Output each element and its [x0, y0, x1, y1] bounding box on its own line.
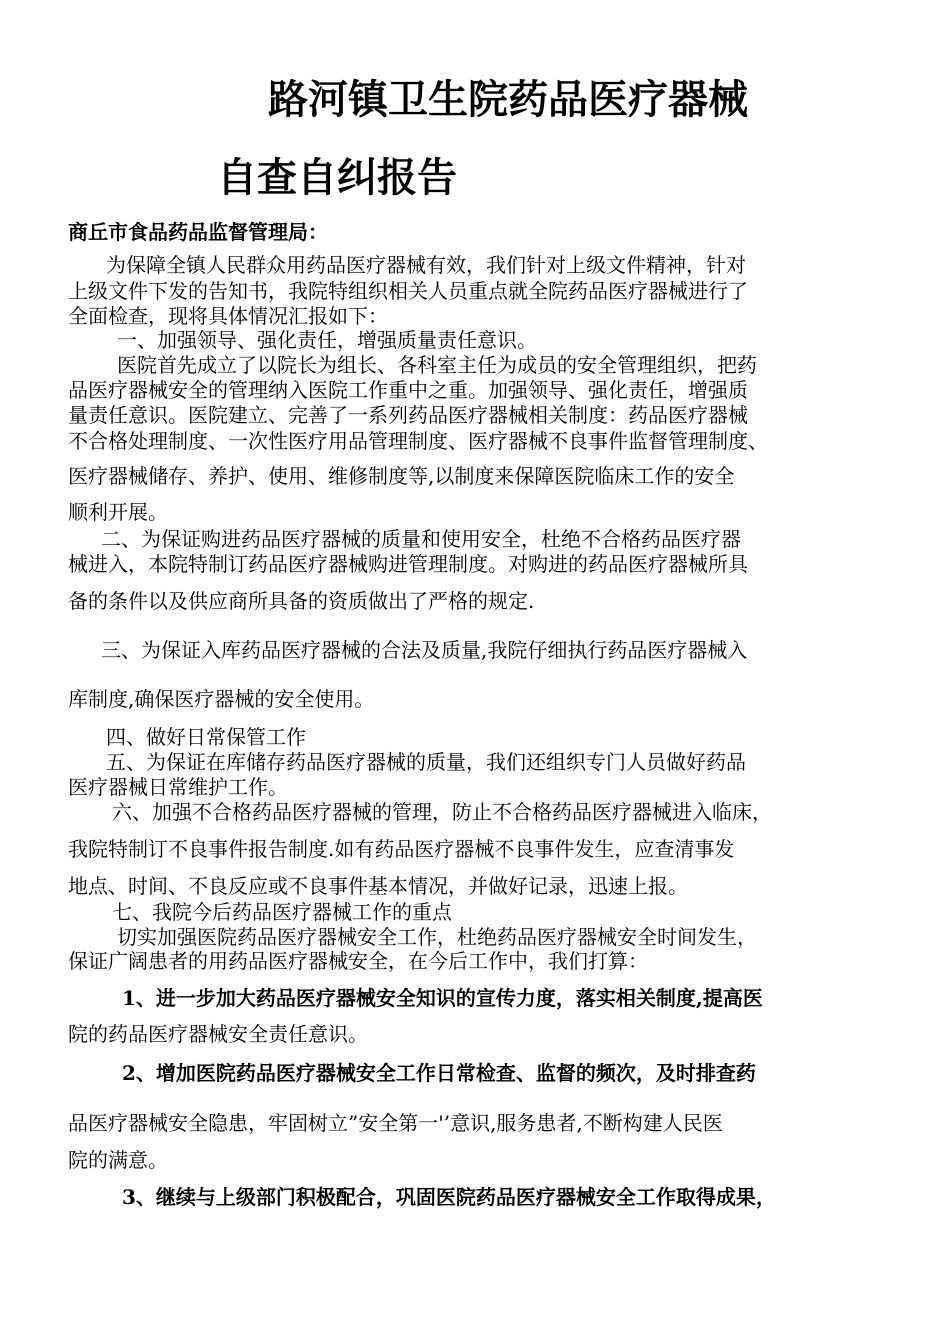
body-line: 不合格处理制度、一次性医疗用品管理制度、医疗器械不良事件监督管理制度、	[68, 429, 768, 453]
body-line: 械进入，本院特制订药品医疗器械购进管理制度。对购进的药品医疗器械所具	[68, 552, 748, 576]
body-line: 医疗器械储存、养护、使用、维修制度等,以制度来保障医院临床工作的安全	[68, 464, 735, 488]
section-heading-7: 七、我院今后药品医疗器械工作的重点	[112, 900, 452, 924]
section-heading-2: 二、为保证购进药品医疗器械的质量和使用安全，杜绝不合格药品医疗器	[101, 527, 741, 551]
body-line: 医院首先成立了以院长为组长、各科室主任为成员的安全管理组织，把药	[117, 353, 757, 377]
body-line: 医疗器械日常维护工作。	[68, 775, 288, 799]
body-line: 品医疗器械安全隐患，牢固树立”安全第一'’意识,服务患者,不断构建人民医	[68, 1111, 723, 1135]
body-line: 院的满意。	[68, 1148, 168, 1172]
body-line: 全面检查，现将具体情况汇报如下：	[68, 304, 388, 328]
section-heading-4: 四、做好日常保管工作	[106, 725, 306, 749]
salutation: 商丘市食品药品监督管理局：	[68, 220, 328, 244]
body-line: 备的条件以及供应商所具备的资质做出了严格的规定.	[68, 589, 535, 613]
body-line: 我院特制订不良事件报告制度.如有药品医疗器械不良事件发生，应查清事发	[68, 837, 735, 861]
section-heading-1: 一、加强领导、强化责任，增强质量责任意识。	[117, 328, 537, 352]
document-title-line2: 自查自纠报告	[217, 155, 457, 201]
body-line: 量责任意识。医院建立、完善了一系列药品医疗器械相关制度：药品医疗器械	[68, 403, 748, 427]
body-line: 地点、时间、不良反应或不良事件基本情况，并做好记录，迅速上报。	[68, 874, 688, 898]
section-heading-5: 五、为保证在库储存药品医疗器械的质量，我们还组织专门人员做好药品	[106, 750, 746, 774]
body-line: 上级文件下发的告知书，我院特组织相关人员重点就全院药品医疗器械进行了	[68, 279, 748, 303]
plan-item-3: 3、继续与上级部门积极配合，巩固医院药品医疗器械安全工作取得成果，	[122, 1185, 776, 1209]
body-line: 保证广阔患者的用药品医疗器械安全，在今后工作中，我们打算：	[68, 949, 648, 973]
plan-item-2: 2、增加医院药品医疗器械安全工作日常检查、监督的频次，及时排查药	[122, 1061, 756, 1085]
body-line: 顺利开展。	[68, 500, 168, 524]
section-heading-3: 三、为保证入库药品医疗器械的合法及质量,我院仔细执行药品医疗器械入	[101, 638, 748, 662]
plan-item-1: 1、进一步加大药品医疗器械安全知识的宣传力度，落实相关制度,提高医	[122, 986, 763, 1010]
body-line: 院的药品医疗器械安全责任意识。	[68, 1022, 368, 1046]
body-line: 为保障全镇人民群众用药品医疗器械有效，我们针对上级文件精神，针对	[106, 253, 746, 277]
section-heading-6: 六、加强不合格药品医疗器械的管理，防止不合格药品医疗器械进入临床，	[112, 800, 772, 824]
body-line: 品医疗器械安全的管理纳入医院工作重中之重。加强领导、强化责任，增强质	[68, 378, 748, 402]
body-line: 切实加强医院药品医疗器械安全工作，杜绝药品医疗器械安全时间发生，	[117, 925, 757, 949]
body-line: 库制度,确保医疗器械的安全使用。	[68, 687, 375, 711]
document-title-line1: 路河镇卫生院药品医疗器械	[268, 77, 748, 123]
